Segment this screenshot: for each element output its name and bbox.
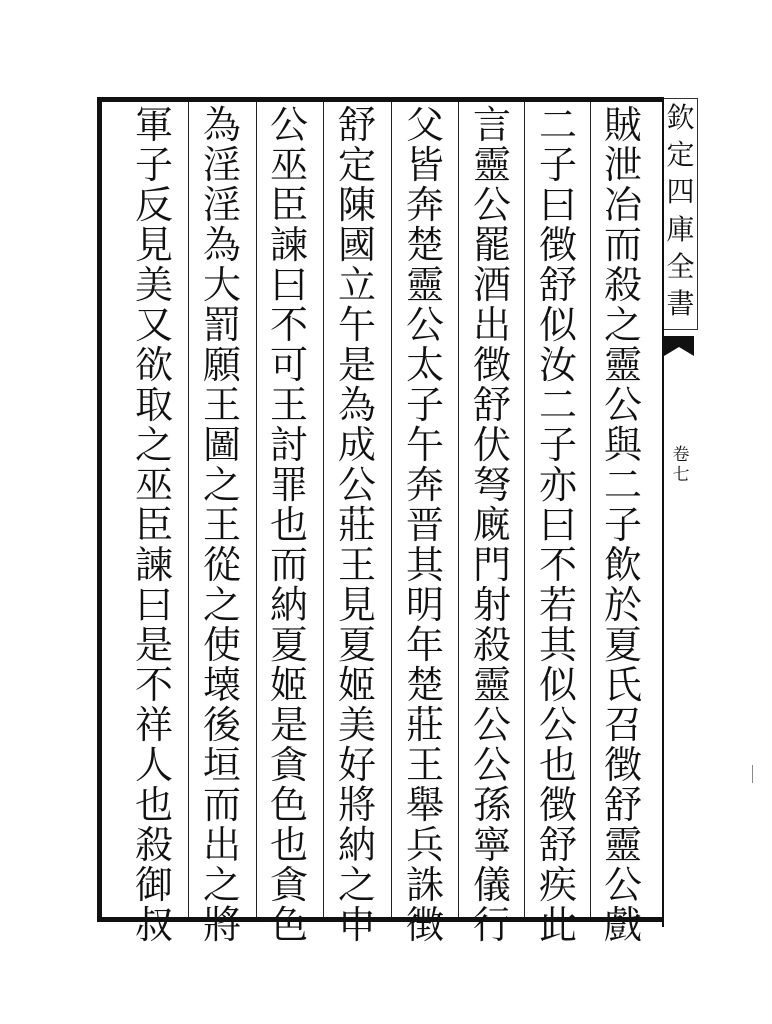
character: 而 [202,783,241,827]
fish-tail-mark [664,336,694,356]
character: 又 [134,303,173,347]
character: 子 [405,383,444,427]
column-rule [188,102,189,917]
character: 之 [202,463,241,507]
character: 誅 [405,863,444,907]
character: 定 [337,143,376,187]
character: 公 [603,863,642,907]
character: 可 [269,343,308,387]
character: 姬 [269,663,308,707]
title-character: 書 [666,286,695,320]
character: 若 [538,583,577,627]
character: 舒 [472,383,511,427]
character: 酒 [472,263,511,307]
character: 公 [472,743,511,787]
character: 明 [405,583,444,627]
character: 是 [269,703,308,747]
column-rule [256,102,257,917]
character: 叔 [134,903,173,947]
title-character: 四 [666,175,695,209]
character: 之 [202,863,241,907]
character: 似 [538,663,577,707]
character: 莊 [337,503,376,547]
character: 亦 [538,463,577,507]
character: 公 [405,303,444,347]
character: 罷 [472,223,511,267]
character: 見 [337,583,376,627]
character: 曰 [538,503,577,547]
character: 出 [202,823,241,867]
character: 靈 [603,343,642,387]
column-rule [590,102,591,917]
character: 立 [337,263,376,307]
text-column-5 [330,103,384,947]
title-character: 定 [666,138,695,172]
character: 奔 [405,463,444,507]
character: 年 [405,623,444,667]
character: 罰 [202,303,241,347]
character: 王 [405,743,444,787]
title-character: 全 [666,249,695,283]
character: 於 [603,583,642,627]
character: 臣 [269,183,308,227]
character: 儀 [472,863,511,907]
character: 靈 [603,823,642,867]
character: 公 [337,463,376,507]
character: 曰 [269,263,308,307]
character: 欲 [134,343,173,387]
column-rule [391,102,392,917]
character: 之 [603,303,642,347]
character: 巫 [269,143,308,187]
character: 夏 [603,623,642,667]
title-character: 庫 [666,212,695,246]
character: 也 [269,503,308,547]
character: 殺 [472,623,511,667]
character: 後 [202,703,241,747]
character: 子 [538,143,577,187]
text-column-7 [195,103,249,947]
character: 王 [337,543,376,587]
character: 之 [337,863,376,907]
character: 夏 [337,623,376,667]
character: 父 [405,103,444,147]
character: 門 [472,543,511,587]
character: 而 [603,223,642,267]
character: 諫 [134,543,173,587]
character: 二 [603,463,642,507]
character: 其 [538,623,577,667]
character: 御 [134,863,173,907]
title-character: 欽 [666,101,695,134]
character: 從 [202,543,241,587]
character: 公 [603,383,642,427]
character: 之 [202,583,241,627]
volume-character: 卷 [672,445,690,465]
character: 子 [134,143,173,187]
character: 壊 [202,663,241,707]
character: 似 [538,303,577,347]
character: 貪 [269,863,308,907]
character: 此 [538,903,577,947]
character: 公 [269,103,308,147]
character: 午 [337,303,376,347]
character: 巫 [134,463,173,507]
character: 淫 [202,143,241,187]
character: 二 [538,383,577,427]
character: 貪 [269,743,308,787]
character: 王 [202,503,241,547]
character: 言 [472,103,511,147]
character: 徴 [603,743,642,787]
character: 見 [134,223,173,267]
character: 廐 [472,503,511,547]
character: 垣 [202,743,241,787]
character: 賊 [603,103,642,147]
character: 姬 [337,663,376,707]
character: 是 [337,343,376,387]
character: 陳 [337,183,376,227]
character: 公 [472,183,511,227]
character: 祥 [134,703,173,747]
character: 反 [134,183,173,227]
character: 之 [134,423,173,467]
character: 成 [337,423,376,467]
character: 好 [337,743,376,787]
character: 舒 [603,783,642,827]
character: 人 [134,743,173,787]
character: 為 [202,223,241,267]
character: 討 [269,423,308,467]
volume-label [664,445,698,485]
character: 王 [269,383,308,427]
character: 徴 [472,343,511,387]
character: 楚 [405,223,444,267]
character: 泄 [603,143,642,187]
character: 將 [337,783,376,827]
character: 寧 [472,823,511,867]
character: 將 [202,903,241,947]
character: 為 [202,103,241,147]
character: 是 [134,623,173,667]
character: 使 [202,623,241,667]
character: 二 [538,103,577,147]
character: 軍 [134,103,173,147]
character: 公 [472,703,511,747]
book-title-block [664,98,698,330]
character: 出 [472,303,511,347]
character: 子 [538,423,577,467]
character: 冶 [603,183,642,227]
character: 飲 [603,543,642,587]
character: 徴 [538,783,577,827]
character: 兵 [405,823,444,867]
character: 與 [603,423,642,467]
character: 國 [337,223,376,267]
character: 也 [538,743,577,787]
text-column-8 [127,103,181,947]
character: 靈 [472,143,511,187]
character: 申 [337,903,376,947]
character: 伏 [472,423,511,467]
character: 王 [202,383,241,427]
character: 射 [472,583,511,627]
column-rule [323,102,324,917]
character: 徴 [405,903,444,947]
character: 大 [202,263,241,307]
character: 子 [603,503,642,547]
character: 納 [337,823,376,867]
text-column-1 [596,103,650,947]
text-column-4 [398,103,452,947]
character: 氏 [603,663,642,707]
character: 舒 [538,823,577,867]
character: 也 [134,783,173,827]
character: 願 [202,343,241,387]
character: 其 [405,543,444,587]
edge-mark [752,765,759,783]
character: 夏 [269,623,308,667]
character: 公 [538,703,577,747]
character: 弩 [472,463,511,507]
character: 行 [472,903,511,947]
character: 皆 [405,143,444,187]
volume-character: 七 [672,465,690,485]
character: 美 [337,703,376,747]
character: 靈 [472,663,511,707]
character: 而 [269,543,308,587]
text-column-6 [262,103,316,947]
character: 為 [337,383,376,427]
character: 舒 [337,103,376,147]
character: 疾 [538,863,577,907]
character: 美 [134,263,173,307]
character: 色 [269,903,308,947]
text-column-3 [465,103,519,947]
character: 曰 [538,183,577,227]
character: 汝 [538,343,577,387]
character: 曰 [134,583,173,627]
character: 殺 [603,263,642,307]
character: 戲 [603,903,642,947]
character: 太 [405,343,444,387]
character: 不 [538,543,577,587]
character: 色 [269,783,308,827]
character: 納 [269,583,308,627]
character: 孫 [472,783,511,827]
character: 不 [134,663,173,707]
character: 舉 [405,783,444,827]
character: 圖 [202,423,241,467]
character: 午 [405,423,444,467]
column-rule [524,102,525,917]
character: 靈 [405,263,444,307]
character: 殺 [134,823,173,867]
text-column-2 [531,103,585,947]
character: 楚 [405,663,444,707]
character: 不 [269,303,308,347]
character: 奔 [405,183,444,227]
character: 莊 [405,703,444,747]
character: 徴 [538,223,577,267]
character: 晋 [405,503,444,547]
character: 諫 [269,223,308,267]
character: 召 [603,703,642,747]
column-rule [458,102,459,917]
character: 取 [134,383,173,427]
character: 舒 [538,263,577,307]
character: 淫 [202,183,241,227]
character: 也 [269,823,308,867]
character: 臣 [134,503,173,547]
character: 罪 [269,463,308,507]
